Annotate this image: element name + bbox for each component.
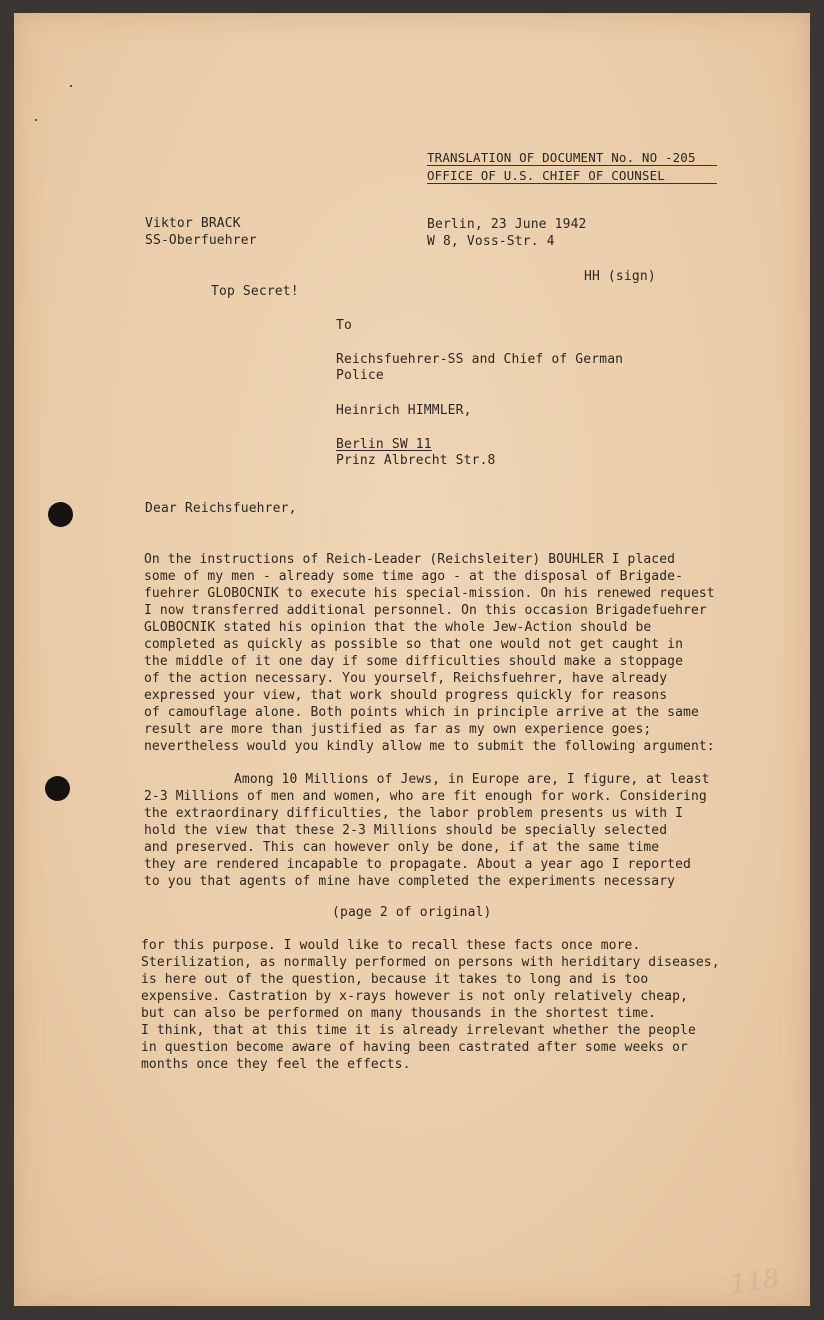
classification: Top Secret! bbox=[211, 284, 299, 299]
salutation: Dear Reichsfuehrer, bbox=[145, 501, 297, 516]
header-rule-2 bbox=[427, 183, 717, 184]
punch-hole bbox=[48, 502, 73, 527]
sender-rank: SS-Oberfuehrer bbox=[145, 233, 257, 248]
date-line: Berlin, 23 June 1942 bbox=[427, 217, 587, 232]
speck bbox=[35, 119, 37, 121]
paragraph-line: expensive. Castration by x-rays however is not only relatively cheap, bbox=[141, 989, 688, 1004]
recipient-to: To bbox=[336, 318, 352, 333]
paragraph-line: nevertheless would you kindly allow me to submit the following argument: bbox=[144, 739, 715, 754]
paragraph-line: completed as quickly as possible so that one would not get caught in bbox=[144, 637, 684, 652]
paragraph-line: in question become aware of having been castrated after some weeks or bbox=[141, 1040, 688, 1055]
paragraph-line: the middle of it one day if some difficulties should make a stoppage bbox=[144, 654, 684, 669]
paragraph-line: 2-3 Millions of men and women, who are fit enough for work. Considering bbox=[144, 789, 707, 804]
paragraph-line: result are more than justified as far as my own experience goes; bbox=[144, 722, 652, 737]
recipient-street: Prinz Albrecht Str.8 bbox=[336, 453, 496, 468]
initials: HH (sign) bbox=[584, 269, 656, 284]
paragraph-line: I now transferred additional personnel. On this occasion Brigadefuehrer bbox=[144, 603, 707, 618]
paragraph-line: expressed your view, that work should progress quickly for reasons bbox=[144, 688, 668, 703]
paragraph-line: some of my men - already some time ago - at the disposal of Brigade- bbox=[144, 569, 684, 584]
page-marker: (page 2 of original) bbox=[332, 905, 492, 920]
folio-number: 118 bbox=[728, 1263, 782, 1301]
punch-hole bbox=[45, 776, 70, 801]
recipient-city: Berlin SW 11 bbox=[336, 437, 432, 452]
paragraph-line: of the action necessary. You yourself, Reichsfuehrer, have already bbox=[144, 671, 668, 686]
paragraph-line: fuehrer GLOBOCNIK to execute his special-mission. On his renewed request bbox=[144, 586, 715, 601]
paragraph-line: I think, that at this time it is already irrelevant whether the people bbox=[141, 1023, 696, 1038]
office-header: OFFICE OF U.S. CHIEF OF COUNSEL bbox=[427, 168, 665, 183]
paragraph-line: they are rendered incapable to propagate. About a year ago I reported bbox=[144, 857, 691, 872]
paragraph-line: to you that agents of mine have completed the experiments necessary bbox=[144, 874, 676, 889]
paragraph-line: hold the view that these 2-3 Millions should be specially selected bbox=[144, 823, 668, 838]
paragraph-line: months once they feel the effects. bbox=[141, 1057, 411, 1072]
paragraph-line: GLOBOCNIK stated his opinion that the whole Jew-Action should be bbox=[144, 620, 652, 635]
paragraph-line: but can also be performed on many thousands in the shortest time. bbox=[141, 1006, 657, 1021]
recipient-line1: Reichsfuehrer-SS and Chief of German bbox=[336, 352, 624, 367]
address-line: W 8, Voss-Str. 4 bbox=[427, 234, 555, 249]
sender-name: Viktor BRACK bbox=[145, 216, 241, 231]
paragraph-line: and preserved. This can however only be done, if at the same time bbox=[144, 840, 660, 855]
paragraph-line: for this purpose. I would like to recall these facts once more. bbox=[141, 938, 641, 953]
paragraph-line: is here out of the question, because it takes to long and is too bbox=[141, 972, 649, 987]
translation-header: TRANSLATION OF DOCUMENT No. NO -205 bbox=[427, 150, 696, 165]
paragraph-line: On the instructions of Reich-Leader (Reichsleiter) BOUHLER I placed bbox=[144, 552, 676, 567]
document-page bbox=[14, 13, 810, 1306]
paragraph-line: the extraordinary difficulties, the labor problem presents us with I bbox=[144, 806, 684, 821]
speck bbox=[70, 85, 72, 87]
recipient-name: Heinrich HIMMLER, bbox=[336, 403, 472, 418]
paragraph-line: Sterilization, as normally performed on persons with heriditary diseases, bbox=[141, 955, 720, 970]
recipient-line2: Police bbox=[336, 368, 384, 383]
paragraph-line: Among 10 Millions of Jews, in Europe are, I figure, at least bbox=[234, 772, 710, 787]
header-rule-1 bbox=[427, 165, 717, 166]
paragraph-line: of camouflage alone. Both points which in principle arrive at the same bbox=[144, 705, 699, 720]
